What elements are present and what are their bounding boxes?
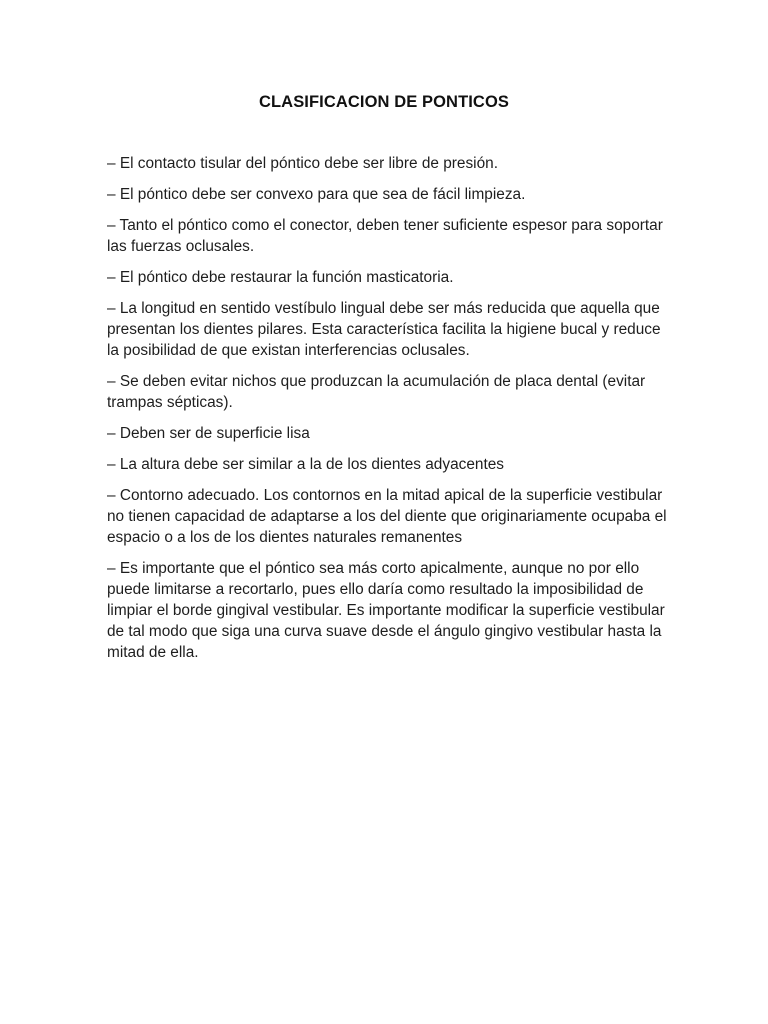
document-title: CLASIFICACION DE PONTICOS [258,93,509,111]
paragraph-contour: – Contorno adecuado. Los contornos en la mitad apical de la superficie vestibular no tienen capacidad de adaptarse a los del diente que originariamente ocupaba el espacio o a los de los dientes naturales remanentes [107,487,667,546]
paragraph-height: – La altura debe ser similar a la de los dientes adyacentes [107,456,504,473]
paragraph-apical-shortening: – Es importante que el póntico sea más corto apicalmente, aunque no por ello puede limitarse a recortarlo, pues ello daría como resultado la imposibilidad de limpiar el borde gingival vestibular. Es importante modificar la superficie vestibular de tal modo que siga una curva suave desde el ángulo gingivo vestibular hasta la mitad de ella. [107,560,665,661]
document-body [107,153,667,673]
paragraph-masticatory-function: – El póntico debe restaurar la función masticatoria. [107,269,454,286]
paragraph-convex-pontic: – El póntico debe ser convexo para que sea de fácil limpieza. [107,186,526,203]
paragraph-smooth-surface: – Deben ser de superficie lisa [107,425,310,442]
paragraph-buccolingual-length: – La longitud en sentido vestíbulo lingual debe ser más reducida que aquella que presentan los dientes pilares. Esta característica facilita la higiene bucal y reduce la posibilidad de que existan interferencias oclusales. [107,300,661,359]
paragraph-pressure-free-contact: – El contacto tisular del póntico debe ser libre de presión. [107,155,498,172]
paragraph-avoid-niches: – Se deben evitar nichos que produzcan la acumulación de placa dental (evitar trampas sépticas). [107,373,646,411]
paragraph-connector-thickness: – Tanto el póntico como el conector, deben tener suficiente espesor para soportar las fuerzas oclusales. [107,217,663,255]
